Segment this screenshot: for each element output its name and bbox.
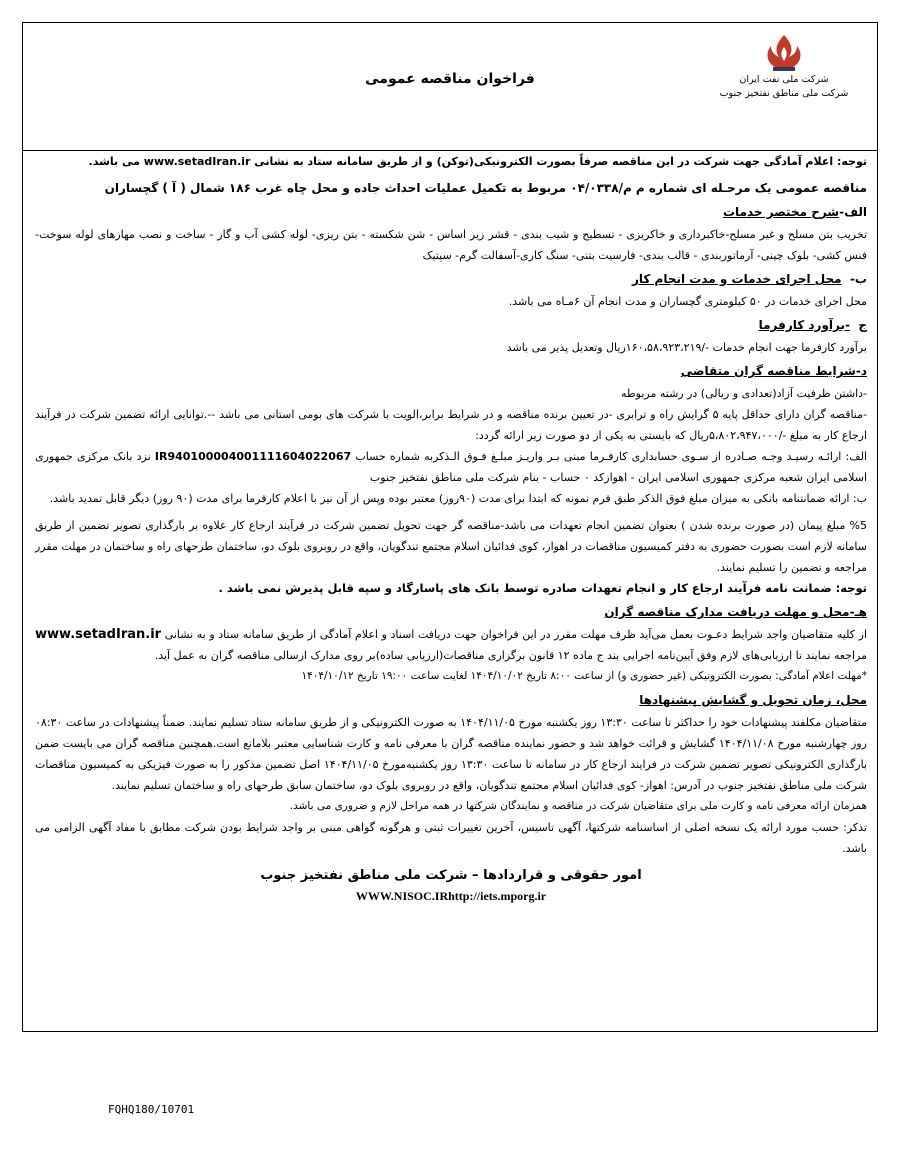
- company-name-line2: شرکت ملی مناطق نفتخیز جنوب: [719, 88, 849, 99]
- delivery-heading: [35, 690, 867, 711]
- section-d-be: ب: ارائه ضمانتنامه بانکی به میزان مبلغ فوق الذکر طبق فرم نمونه که ابتدا برای مدت (۹۰روز) معتبر بوده وپس از آن نیز با اعلام کارفرما برای مدت (۹۰ روز) دیگر قابل تمدید باشد.: [49, 492, 867, 505]
- section-h-heading: [35, 602, 867, 623]
- page-header: [23, 23, 877, 151]
- section-h-body: [35, 624, 867, 666]
- section-h-text: از کلیه متقاضیان واجد شرایط دعـوت بعمل می‌آید ظرف مهلت مقرر در این فراخوان جهت دریافت اسناد و اعلام آمادگی از طریق سامانه ستاد و به نشانی: [164, 628, 867, 641]
- section-h-title: هـ-محل و مهلت دریافت مدارک مناقصه گران: [604, 605, 867, 619]
- section-d-title: د-شرایط مناقصه گران متقاضی: [680, 364, 867, 378]
- form-code: FQHQ180/10701: [108, 1103, 195, 1116]
- company-name-line1: شرکت ملی نفت ایران: [739, 74, 829, 85]
- section-c-body: برآورد کارفرما جهت انجام خدمات -/۱۶۰،۵۸،۹۲۳،۲۱۹ریال وتعدیل پذیر می باشد: [506, 341, 867, 354]
- setad-notice-text: توجه: اعلام آمادگی جهت شرکت در این مناقصه صرفاً بصورت الکترونیکی(توکن) و از طریق سامانه ستاد به نشانی: [254, 155, 867, 168]
- section-h-text-after: مراجعه نمایند تا ارزیابی‌های لازم وفق آیین‌نامه اجرایی بند ج ماده ۱۲ قانون برگزاری مناقصات(ارزیابی ساده)بر روی مدارک ارسالی مناقصه گران به عمل آید.: [154, 649, 867, 662]
- section-d-heading: [35, 361, 867, 382]
- section-a-title: شرح مختصر خدمات: [723, 205, 840, 219]
- alef-text-after: نزد بانک مرکزی جمهوری اسلامی ایران شعبه مرکزی جمهوری اسلامی ایران - اهوازکد ۰ حساب - بنام شرکت ملی مناطق نفتخیز جنوب: [35, 450, 867, 484]
- alef-text: الف: ارائـه رسیـد وجـه صـادره از سـوی حسابداری کارفـرما مبنی بـر واریـز مبلـغ فـوق الـذکربه شماره حساب: [355, 450, 868, 463]
- delivery-title: محل، زمان تحویل و گشایش پیشنهادها: [639, 693, 867, 707]
- section-d-line2: -مناقصه گران دارای حداقل پایه ۵ گرایش راه و ترابری -در تعیین برنده مناقصه و در شرایط برابر،الویت با شرکت های بومی استانی می باشد --.توانایی ارائه تضمین شرکت در فرآیند ارجاع کار به مبلغ -/۵،۸۰۲،۹۴۷،۰۰۰ریال که بایستی به یکی از دو صورت زیر ارائه گردد:: [35, 408, 867, 442]
- section-b-heading: [35, 269, 867, 290]
- company-logo-block: [709, 33, 859, 101]
- id-note: همزمان ارائه معرفی نامه و کارت ملی برای متقاضیان شرکت در مناقصه و نمایندگان شرکتها در همه مراحل لازم و ضروری می باشد.: [289, 800, 867, 812]
- tender-title: مناقصه عمومی یک مرحـله ای شماره م م/۰۴/۰۳۳۸ مربوط به تکمیل عملیات احداث جاده و محل چاه غرب ۱۸۶ شمال ( آ ) گچساران: [104, 181, 867, 195]
- notice-body: [35, 151, 867, 1031]
- section-c-title: -برآورد کارفرما: [758, 318, 850, 332]
- deadline-line: *مهلت اعلام آمادگی: بصورت الکترونیکی (غیر حضوری و) از ساعت ۸:۰۰ تاریخ ۱۴۰۴/۱۰/۰۲ لغایت ساعت ۱۹:۰۰ تاریخ ۱۴۰۴/۱۰/۱۲: [301, 670, 867, 682]
- section-d-line1: -داشتن ظرفیت آزاد(تعدادی و ریالی) در رشته مربوطه: [621, 387, 867, 400]
- section-c-prefix: ج: [858, 318, 867, 332]
- setad-url-link-2[interactable]: www.setadIran.ir: [35, 627, 162, 642]
- reminder-note: تذکر: حسب مورد ارائه یک نسخه اصلی از اساسنامه شرکتها، آگهی تاسیس، آخرین تغییرات ثبتی و هرگونه گواهی مبنی بر واجد شرایط بودن شرکت مطابق با مفاد آگهی الزامی می باشد.: [35, 821, 867, 855]
- document-title: فراخوان مناقصه عمومی: [365, 71, 535, 87]
- nioc-flame-logo-icon: [761, 33, 807, 73]
- section-c-heading: [35, 315, 867, 336]
- guarantee-note: توجه: ضمانت نامه فرآیند ارجاع کار و انجام تعهدات صادره توسط بانک های پاسارگاد و سپه قابل پذیرش نمی باشد .: [218, 581, 867, 595]
- iban-number: IR940100004001111604022067: [154, 450, 352, 463]
- footer-organization: امور حقوقی و قراردادها – شرکت ملی مناطق نفتخیز جنوب: [260, 868, 642, 883]
- delivery-body: متقاضیان مکلفند پیشنهادات خود را حداکثر تا ساعت ۱۳:۳۰ روز یکشنبه مورخ ۱۴۰۴/۱۱/۰۵ به صورت الکترونیکی و از طریق سامانه ستاد تسلیم نمایند. ضمناً پیشنهادات در ساعت ۰۸:۳۰ روز چهارشنبه مورخ ۱۴۰۴/۱۱/۰۸ گشایش و قرائت خواهد شد و حضور نماینده مناقصه گران با معرفی نامه و کارت شناسایی معتبر بلامانع است.همچنین مناقصه گران می بایست ضمن بارگذاری الکترونیکی تصویر تضمین شرکت در فرایند ارجاع کار در سامانه تا ساعت ۱۳:۳۰ روز یکشنبه‌مورخ ۱۴۰۴/۱۱/۰۵ اصل تضمین مذکور را به صورت فیزیکی به کمیسیون مناقصات شرکت ملی مناطق نفتخیز جنوب در آدرس: اهواز- کوی فدائیان اسلام مجتمع تندگویان، واقع در روبروی بلوک دو، ساختمان سابق طرحهای راه و ساختمان تسلیم نمایند.: [35, 716, 867, 792]
- setad-notice-suffix: می باشد.: [88, 155, 140, 168]
- section-b-body: محل اجرای خدمات در ۵۰ کیلومتری گچساران و مدت انجام آن ۶مـاه می باشد.: [508, 295, 867, 308]
- section-b-prefix: ب-: [849, 272, 867, 286]
- section-a-heading: [35, 202, 867, 223]
- section-d-alef: [35, 446, 867, 488]
- footer-urls[interactable]: WWW.NISOC.IRhttp://iets.mporg.ir: [355, 889, 547, 903]
- section-d-percent: %5 مبلغ پیمان (در صورت برنده شدن ) بعنوان تضمین انجام تعهدات می باشد-مناقصه گر جهت تحویل تضمین شرکت در فرآیند ارجاع کار علاوه بر بارگذاری تصویر تضمین از طریق سامانه لازم است بصورت حضوری به دفتر کمیسیون مناقصات در اهواز، کوی فدائیان اسلام مجتمع تندگویان، واقع در روبروی بلوک دو، ساختمان طرحهای راه و ساختمان در مهلت مقرر مراجعه و تضمین را تسلیم نمایند.: [35, 519, 867, 574]
- section-b-title: محل اجرای خدمات و مدت انجام کار: [631, 272, 842, 286]
- section-a-prefix: الف-: [839, 205, 867, 219]
- setad-notice: [35, 151, 867, 172]
- setad-url-link[interactable]: www.setadIran.ir: [143, 155, 251, 168]
- notice-frame: [22, 22, 878, 1032]
- section-a-body: تخریب بتن مسلح و غیر مسلح-خاکبرداری و خاکریزی - تسطیح و شیب بندی - قشر زیر اساس - شن شکسته - بتن ریزی- لوله کشی آب و گاز - ساخت و نصب مهارهای لوله سوخت- فنس کشی- بلوک چینی- آرماتوربندی - قالب بندی- فارسیت بتنی- سنگ کاری-آسفالت گرم- سپتیک: [35, 228, 867, 262]
